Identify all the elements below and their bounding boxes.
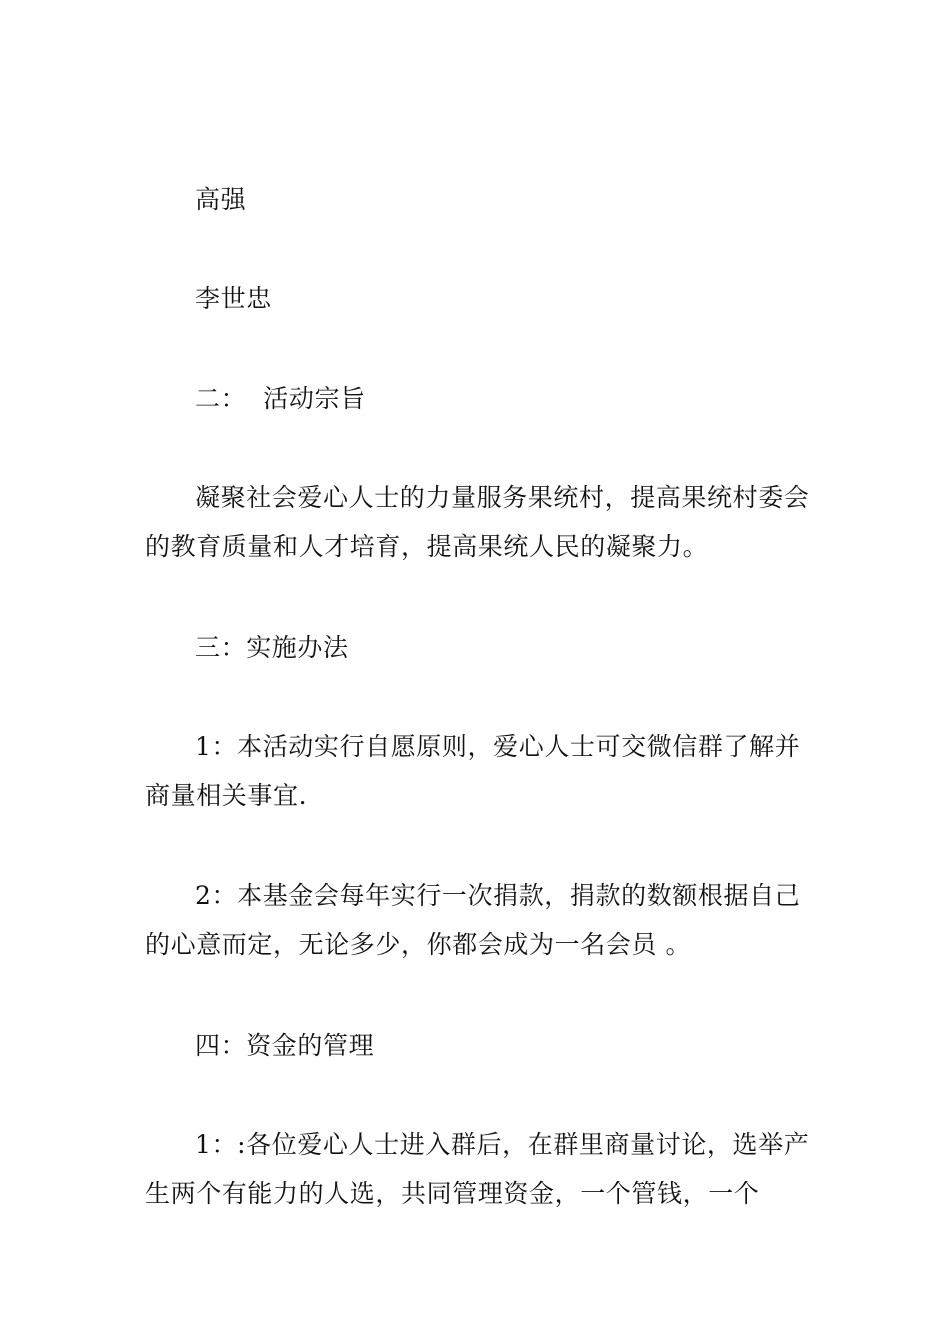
paragraph-fund-management-1: 1：:各位爱心人士进入群后，在群里商量讨论，选举产生两个有能力的人选，共同管理资金，一个管钱，一个 — [145, 1130, 810, 1208]
paragraph-activity-purpose: 凝聚社会爱心人士的力量服务果统村，提高果统村委会的教育质量和人才培育，提高果统人民的凝聚力。 — [145, 483, 810, 561]
paragraph-implementation-1: 1：本活动实行自愿原则，爱心人士可交微信群了解并商量相关事宜. — [145, 732, 801, 810]
heading-activity-purpose: 二： 活动宗旨 — [195, 384, 366, 413]
heading-implementation: 三：实施办法 — [195, 633, 349, 662]
name-li-shizhong: 李世忠 — [195, 284, 272, 313]
heading-fund-management: 四：资金的管理 — [195, 1031, 375, 1060]
name-gao-qiang: 高强 — [195, 185, 247, 214]
paragraph-implementation-2: 2：本基金会每年实行一次捐款，捐款的数额根据自己的心意而定，无论多少，你都会成为一名会员 。 — [145, 881, 801, 959]
